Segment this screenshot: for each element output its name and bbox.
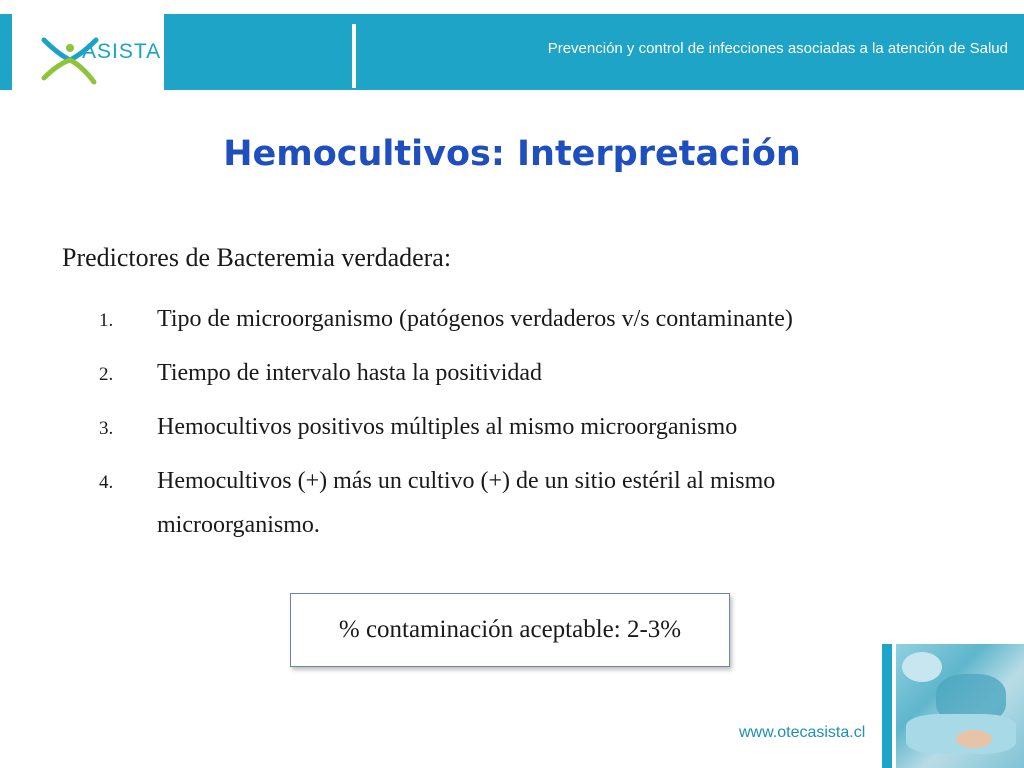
surgery-photo — [896, 644, 1024, 768]
list-text: Tipo de microorganismo (patógenos verdaderos v/s contaminante) — [157, 306, 793, 332]
list-text: Hemocultivos (+) más un cultivo (+) de un sitio estéril al mismo microorganismo. — [157, 468, 776, 538]
list-text: Tiempo de intervalo hasta la positividad — [157, 360, 543, 386]
contamination-box: % contaminación aceptable: 2-3% — [290, 593, 730, 667]
photo-strip — [882, 644, 892, 768]
header-left-strip — [0, 14, 12, 90]
logo — [14, 14, 164, 90]
list-number: 2. — [99, 364, 114, 385]
slide-lead: Predictores de Bacteremia verdadera: — [62, 243, 452, 272]
list-number: 3. — [99, 418, 114, 439]
list-number: 4. — [99, 472, 114, 493]
list-number: 1. — [99, 310, 114, 331]
slide-title: Hemocultivos: Interpretación — [223, 134, 801, 174]
header-divider — [352, 24, 356, 88]
header-tagline: Prevención y control de infecciones asociadas a la atención de Salud — [547, 40, 1008, 57]
logo-text: ASISTA — [82, 40, 162, 63]
list-text: Hemocultivos positivos múltiples al mismo microorganismo — [157, 414, 738, 440]
footer-url: www.otecasista.cl — [739, 724, 866, 741]
